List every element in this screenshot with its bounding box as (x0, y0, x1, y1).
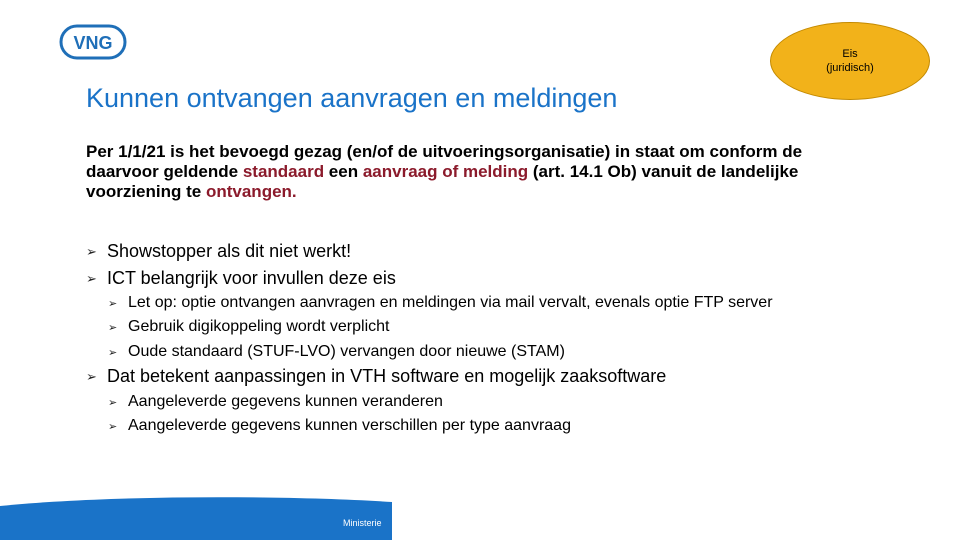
bullet-text: Showstopper als dit niet werkt! (107, 241, 352, 261)
bullet-aanpassingen (86, 366, 666, 387)
bullet-text: Dat betekent aanpassingen in VTH software en mogelijk zaaksoftware (107, 366, 667, 386)
intro-highlight-standaard: standaard (242, 162, 325, 181)
arrow-bullet-icon: ➢ (86, 368, 97, 384)
sub-bullet-digikoppeling (108, 318, 389, 336)
arrow-bullet-icon: ➢ (108, 297, 118, 310)
sub-bullet-text: Let op: optie ontvangen aanvragen en meldingen via mail vervalt, evenals optie FTP server (128, 294, 773, 311)
requirement-badge (770, 22, 930, 100)
vng-logo (59, 24, 127, 60)
sub-bullet-mail-ftp (108, 294, 773, 312)
logo-text: VNG (73, 33, 113, 53)
intro-paragraph (86, 142, 876, 202)
arrow-bullet-icon: ➢ (108, 346, 118, 359)
arrow-bullet-icon: ➢ (86, 270, 97, 286)
bullet-showstopper (86, 241, 351, 262)
bullet-ict (86, 268, 396, 289)
sub-bullet-text: Aangeleverde gegevens kunnen veranderen (128, 393, 443, 410)
intro-highlight-ontvangen: ontvangen. (205, 182, 297, 201)
arrow-bullet-icon: ➢ (108, 396, 118, 409)
footer-blue-shape (0, 496, 392, 540)
slide-title: Kunnen ontvangen aanvragen en meldingen (86, 83, 618, 113)
bullet-text: ICT belangrijk voor invullen deze eis (107, 268, 396, 288)
intro-highlight-aanvraag: aanvraag of melding (362, 162, 529, 181)
arrow-bullet-icon: ➢ (108, 321, 118, 334)
arrow-bullet-icon: ➢ (108, 420, 118, 433)
footer-ministerie-text: Ministerie (343, 518, 382, 528)
intro-text-1: Per 1/1/21 is het bevoegd gezag (en/of de uitvoeringsorganisatie) in staat om conform de daarvoor geldende (86, 142, 803, 181)
sub-bullet-text: Gebruik digikoppeling wordt verplicht (128, 318, 390, 335)
intro-text-3: (art. 14.1 Ob) vanuit de landelijke voorziening te (86, 162, 799, 201)
sub-bullet-text: Oude standaard (STUF-LVO) vervangen door nieuwe (STAM) (128, 343, 565, 360)
sub-bullet-standaard (108, 343, 565, 361)
arrow-bullet-icon: ➢ (86, 243, 97, 259)
sub-bullet-veranderen (108, 393, 443, 411)
badge-line-2: (juridisch) (826, 62, 874, 74)
sub-bullet-text: Aangeleverde gegevens kunnen verschillen per type aanvraag (128, 417, 571, 434)
badge-line-1: Eis (842, 48, 858, 60)
intro-text-2: een (324, 162, 363, 181)
sub-bullet-verschillen (108, 417, 571, 435)
